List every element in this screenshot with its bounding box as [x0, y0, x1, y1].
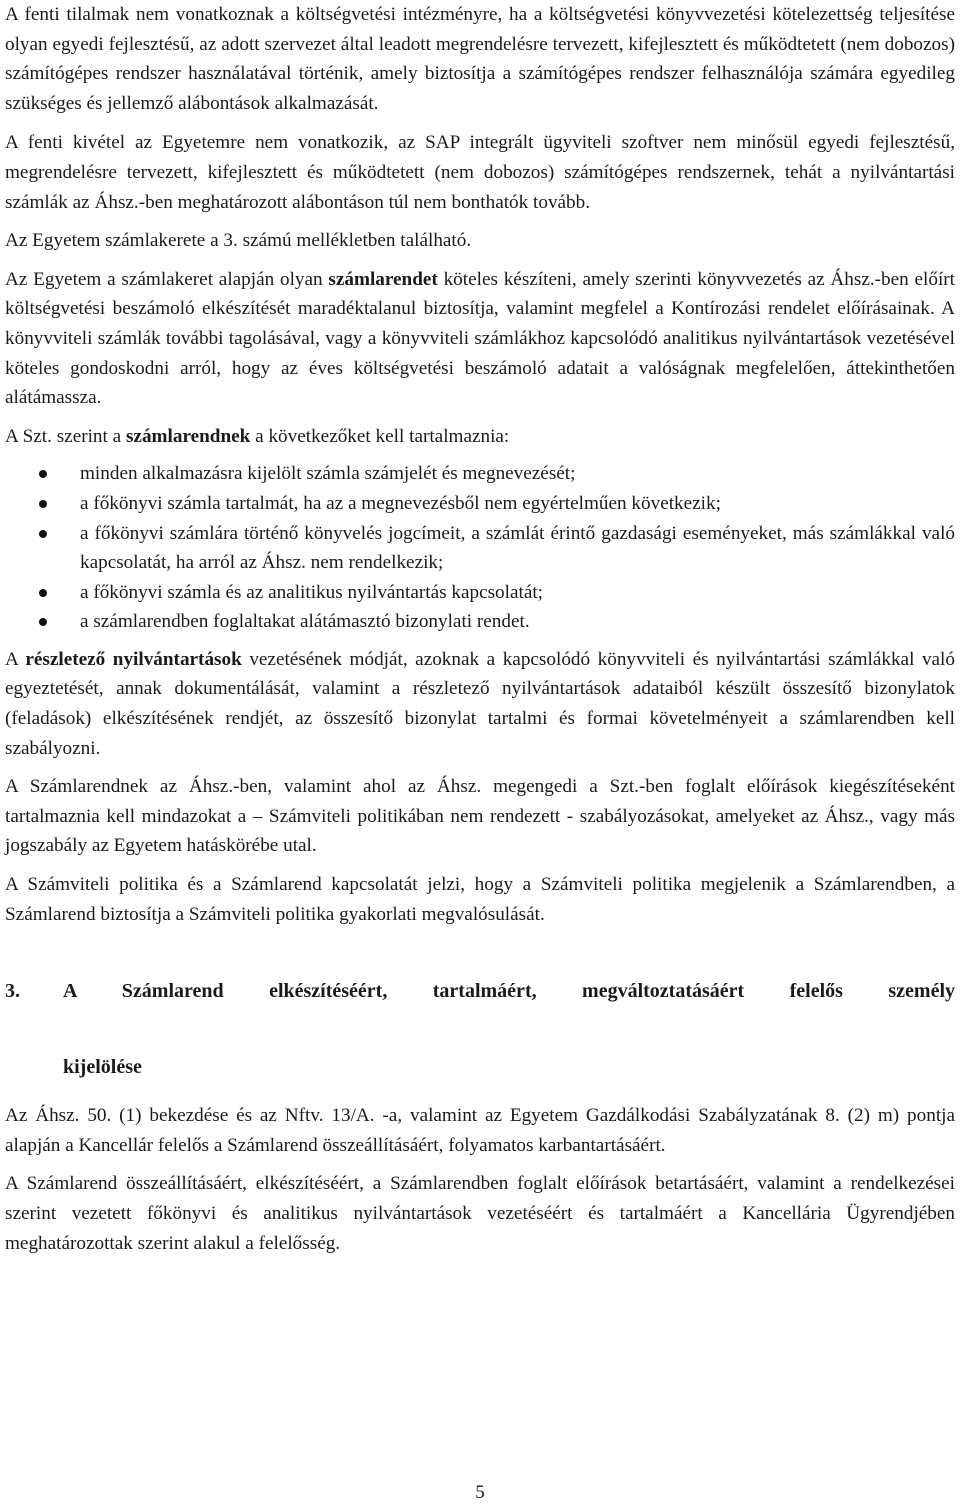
- requirements-list: [5, 459, 955, 637]
- list-item: [5, 519, 955, 578]
- paragraph-account-frame: Az Egyetem számlakerete a 3. számú mellékletben található.: [5, 230, 472, 252]
- bold-term-szamlarendnek: számlarendnek: [125, 425, 251, 447]
- paragraph-policy-link: A Számviteli politika és a Számlarend kapcsolatát jelzi, hogy a Számviteli politika megjelenik a Számlarendben, a Számlarend biztosítja a Számviteli politika gyakorlati megvalósulását.: [5, 874, 955, 925]
- list-item-text: minden alkalmazásra kijelölt számla számjelét és megnevezését;: [80, 463, 576, 485]
- list-item-text: a főkönyvi számla és az analitikus nyilvántartás kapcsolatát;: [80, 581, 544, 603]
- bullet-icon: [39, 618, 47, 626]
- bullet-icon: [39, 500, 47, 508]
- section-heading: [5, 973, 955, 1085]
- paragraph-szt-intro: [5, 422, 955, 452]
- list-item: [5, 578, 955, 608]
- bullet-icon: [39, 530, 47, 538]
- list-item: [5, 607, 955, 637]
- bullet-icon: [39, 589, 47, 597]
- list-item: [5, 489, 955, 519]
- text-run: a következőket kell tartalmaznia:: [250, 425, 510, 447]
- text-run: Az Egyetem a számlakeret alapján olyan: [5, 268, 329, 290]
- list-item-text: a főkönyvi számlára történő könyvelés jogcímeit, a számlát érintő gazdasági eseményeket, más számlákkal való kapcsolatát, ha arról az Áhsz. nem rendelkezik;: [80, 522, 955, 574]
- text-run: vezetésének módját, azoknak a kapcsolódó könyvviteli és nyilvántartási számlákkal való egyeztetését, annak dokumentálását, valamint a részletező nyilvántartások adataiból készült összesítő bizonylatok (feladások) elkészítésének rendjét, az összesítő bizonylat tartalmi és formai követelményeit a számlarendben kell szabályozni.: [5, 648, 955, 759]
- list-item-text: a számlarendben foglaltakat alátámasztó bizonylati rendet.: [80, 611, 530, 633]
- section-title-line2: kijelölése: [63, 1056, 142, 1079]
- text-run: köteles készíteni, amely szerinti könyvvezetés az Áhsz.-ben előírt költségvetési beszámoló elkészítését maradéktalanul biztosítja, valamint megfelel a Kontírozási rendelet előírásainak. A könyvviteli számlák további tagolásával, vagy a könyvviteli számlákhoz kapcsolódó analitikus nyilvántartások vezetésével köteles gondoskodni arról, hogy az éves költségvetési beszámoló adatait a valóságnak megfelelően, áttekinthetően alátámassza.: [5, 268, 955, 409]
- paragraph-szamlarend-content: A Számlarendnek az Áhsz.-ben, valamint ahol az Áhsz. megengedi a Szt.-ben foglalt előírások kiegészítéseként tartalmaznia kell mindazokat a – Számviteli politikában nem rendezett - szabályozásokat, amelyeket az Áhsz., vagy más jogszabály az Egyetem hatáskörébe utal.: [5, 776, 955, 857]
- text-run: A: [5, 648, 26, 670]
- section-title-line1: A Számlarend elkészítéséért, tartalmáért, megváltoztatásáért felelős személy: [63, 980, 955, 1003]
- paragraph-responsibility-scope: A Számlarend összeállításáért, elkészítéséért, a Számlarendben foglalt előírások betartásáért, valamint a rendelkezései szerint vezetett főkönyvi és analitikus nyilvántartások vezetéséért és tartalmáért a Kancellária Ügyrendjében meghatározottak szerint alakul a felelősség.: [5, 1173, 955, 1254]
- document-page: [5, 0, 955, 1258]
- list-item: [5, 459, 955, 489]
- bold-term-szamlarendet: számlarendet: [328, 268, 438, 290]
- paragraph-responsibility-legal: Az Áhsz. 50. (1) bekezdése és az Nftv. 13/A. -a, valamint az Egyetem Gazdálkodási Szabályzatának 8. (2) m) pontja alapján a Kancellár felelős a Számlarend összeállításáért, folyamatos karbantartásáért.: [5, 1105, 955, 1156]
- paragraph-sap-exception: A fenti kivétel az Egyetemre nem vonatkozik, az SAP integrált ügyviteli szoftver nem minősül egyedi fejlesztésű, megrendelésre tervezett, kifejlesztett és működtetett (nem dobozos) számítógépes rendszernek, tehát a nyilvántartási számlák az Áhsz.-ben meghatározott alábontáson túl nem bonthatók tovább.: [5, 132, 955, 213]
- section-number: 3.: [5, 980, 20, 1003]
- bold-term-reszletezo: részletező nyilvántartások: [25, 648, 242, 670]
- bullet-icon: [39, 470, 47, 478]
- paragraph-exception-rule: A fenti tilalmak nem vonatkoznak a költségvetési intézményre, ha a költségvetési könyvvezetési kötelezettség teljesítése olyan egyedi fejlesztésű, az adott szervezet által leadott megrendelésre tervezett, kifejlesztett és működtetett (nem dobozos) számítógépes rendszer használatával történik, amely biztosítja a számítógépes rendszer felhasználója számára egyedileg szükséges és jellemző alábontások alkalmazását.: [5, 4, 955, 114]
- list-item-text: a főkönyvi számla tartalmát, ha az a megnevezésből nem egyértelműen következik;: [80, 492, 721, 514]
- paragraph-account-rules: [5, 265, 955, 413]
- page-number: 5: [475, 1482, 485, 1503]
- paragraph-detailed-records: [5, 645, 955, 763]
- text-run: A Szt. szerint a: [5, 425, 126, 447]
